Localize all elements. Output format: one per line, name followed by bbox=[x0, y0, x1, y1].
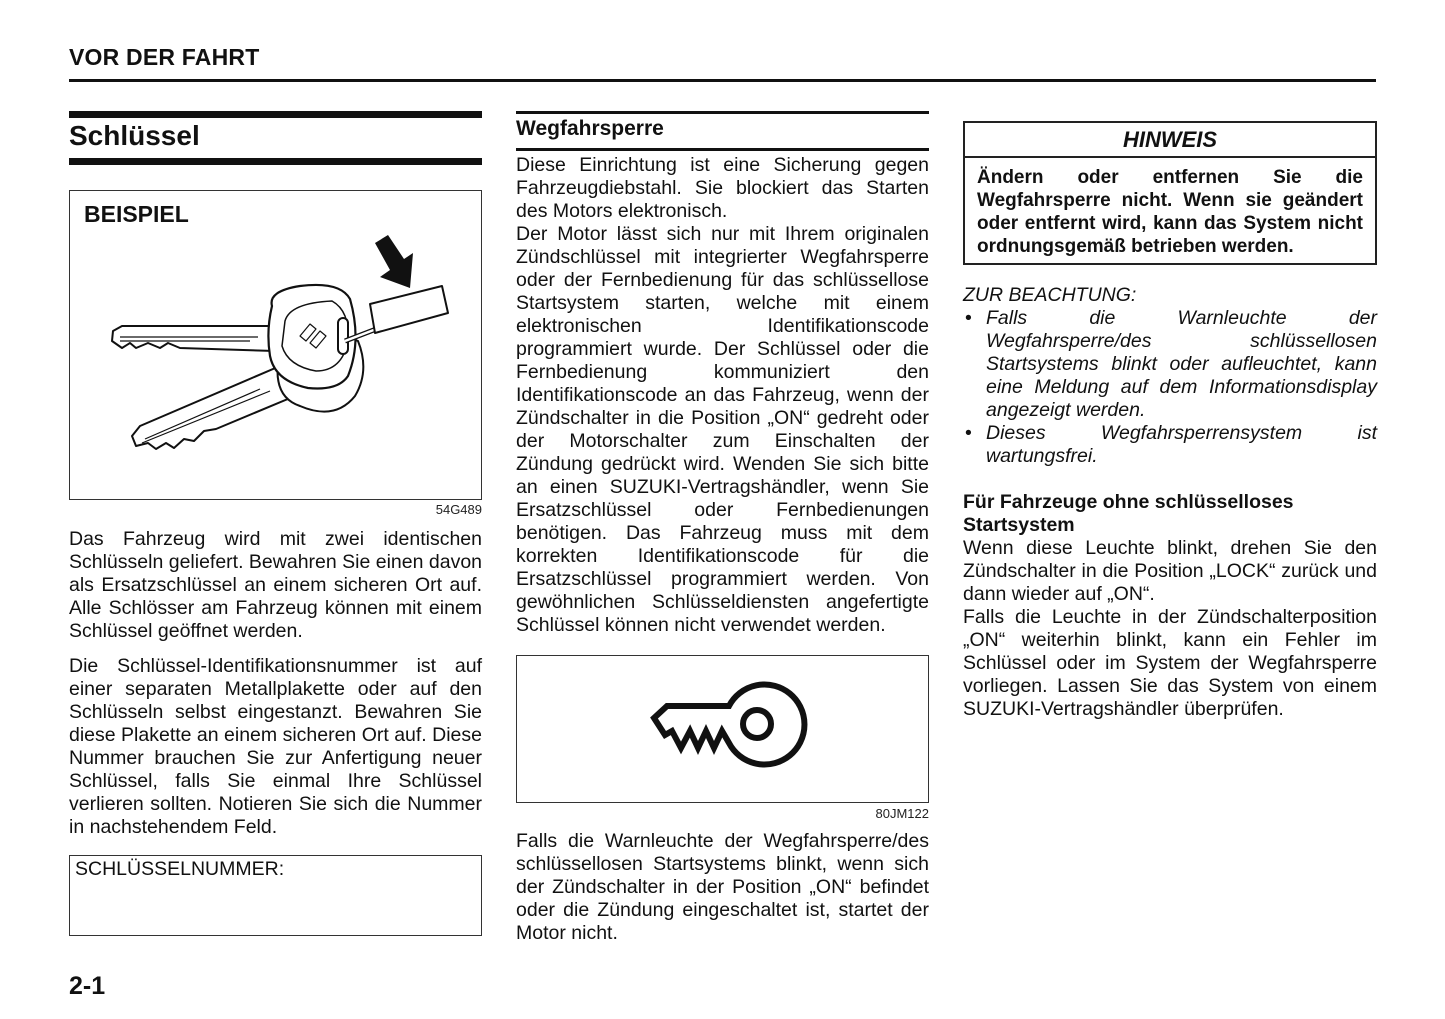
paragraph: Die Schlüssel-Identifikationsnummer ist auf einer separaten Metallplakette oder auf den Schlüsseln selbst eingestanzt. Bewahren Sie diese Plakette an einem sicheren Ort auf. Diese Nummer brauchen Sie zur Anfertigung neuer Schlüssel, falls Sie einmal Ihre Schlüssel verlieren sollten. Notieren Sie sich die Nummer in nachstehendem Feld. bbox=[69, 655, 482, 838]
paragraph: Diese Einrichtung ist eine Sicherung gegen Fahrzeugdiebstahl. Sie blockiert das Starten des Motors elektronisch. bbox=[516, 154, 929, 222]
key-number-label: SCHLÜSSELNUMMER: bbox=[75, 858, 285, 880]
key-number-field[interactable] bbox=[69, 855, 482, 936]
immobilizer-description bbox=[516, 154, 929, 637]
paragraph: Der Motor lässt sich nur mit Ihrem originalen Zündschlüssel mit integrierter Wegfahrsperre oder der Fernbedienung für das schlüssellose Startsystem starten, welche mit einem elektronischen Identifikationscode programmiert wurde. Der Schlüssel oder die Fernbedienung kommuniziert den Identifikationscode an das Fahrzeug, wenn der Zündschalter in die Position „ON“ gedreht oder der Motorschalter zum Einschalten der Zündung gedrückt wird. Wenden Sie sich bitte an einen SUZUKI-Vertragshändler, wenn Sie Ersatzschlüssel oder Fernbedienungen benötigen. Das Fahrzeug muss mit dem korrekten Identifikationscode für die Ersatzschlüssel programmiert werden. Von gewöhnlichen Schlüsseldiensten angefertigte Schlüssel können nicht verwendet werden. bbox=[516, 223, 929, 636]
keys-description bbox=[69, 528, 482, 839]
bullet-icon: • bbox=[965, 307, 972, 329]
paragraph: Das Fahrzeug wird mit zwei identischen Schlüsseln geliefert. Bewahren Sie einen davon als Ersatzschlüssel an einem sicheren Ort auf. Alle Schlösser am Fahrzeug können mit einem Schlüssel geöffnet werden. bbox=[69, 528, 483, 642]
bullet-text: Falls die Warnleuchte der Wegfahrsperre/des schlüssellosen Startsystems blinkt oder aufleuchtet, kann eine Meldung auf dem Informationsdisplay angezeigt werden. bbox=[986, 307, 1377, 421]
section-title: Wegfahrsperre bbox=[516, 117, 664, 140]
paragraph: Falls die Leuchte in der Zündschalterposition „ON“ weiterhin blinkt, kann ein Fehler im Schlüssel oder im System der Wegfahrsperre vorliegen. Lassen Sie das System von einem SUZUKI-Vertragshändler überprüfen. bbox=[963, 606, 1377, 720]
arrow-indicator bbox=[375, 235, 413, 288]
paragraph: Wenn diese Leuchte blinkt, drehen Sie den Zündschalter in die Position „LOCK“ zurück und dann wieder auf „ON“. bbox=[963, 537, 1377, 605]
note-heading: ZUR BEACHTUNG: bbox=[963, 284, 1137, 306]
keys-illustration-icon bbox=[70, 191, 480, 496]
figure-label: BEISPIEL bbox=[84, 201, 189, 227]
title-rule-bottom bbox=[516, 148, 929, 151]
notice-text: Ändern oder entfernen Sie die Wegfahrsperre nicht. Wenn sie geändert oder entfernt wird, kann das System nicht ordnungsgemäß betrieben werden. bbox=[977, 167, 1363, 257]
title-rule-top bbox=[69, 111, 482, 118]
figure-code: 80JM122 bbox=[875, 806, 929, 821]
keys-figure bbox=[69, 190, 482, 500]
paragraph: Falls die Warnleuchte der Wegfahrsperre/des schlüssellosen Startsystems blinkt, wenn sich der Zündschalter in der Position „ON“ befindet oder die Zündung eingeschaltet ist, startet der Motor nicht. bbox=[516, 830, 929, 944]
subsection-title: Für Fahrzeuge ohne schlüsselloses Startsystem bbox=[963, 491, 1294, 536]
figure-code: 54G489 bbox=[435, 502, 482, 517]
bullet-icon: • bbox=[965, 422, 972, 444]
immobilizer-key-icon bbox=[517, 656, 927, 801]
notice-box bbox=[963, 121, 1377, 265]
page-number: 2-1 bbox=[69, 972, 106, 1000]
subsection-text bbox=[963, 537, 1377, 721]
note-bullet bbox=[963, 422, 1377, 468]
header-rule bbox=[69, 79, 1376, 82]
section-header: VOR DER FAHRT bbox=[69, 44, 260, 70]
note-block bbox=[963, 284, 1377, 468]
title-rule-top bbox=[516, 111, 929, 114]
section-title: Schlüssel bbox=[69, 120, 200, 151]
warning-light-figure bbox=[516, 655, 929, 803]
note-bullet bbox=[963, 307, 1377, 422]
warning-light-description bbox=[516, 830, 929, 945]
notice-title: HINWEIS bbox=[965, 123, 1375, 158]
title-rule-bottom bbox=[69, 158, 482, 165]
bullet-text: Dieses Wegfahrsperrensystem ist wartungsfrei. bbox=[986, 422, 1377, 467]
